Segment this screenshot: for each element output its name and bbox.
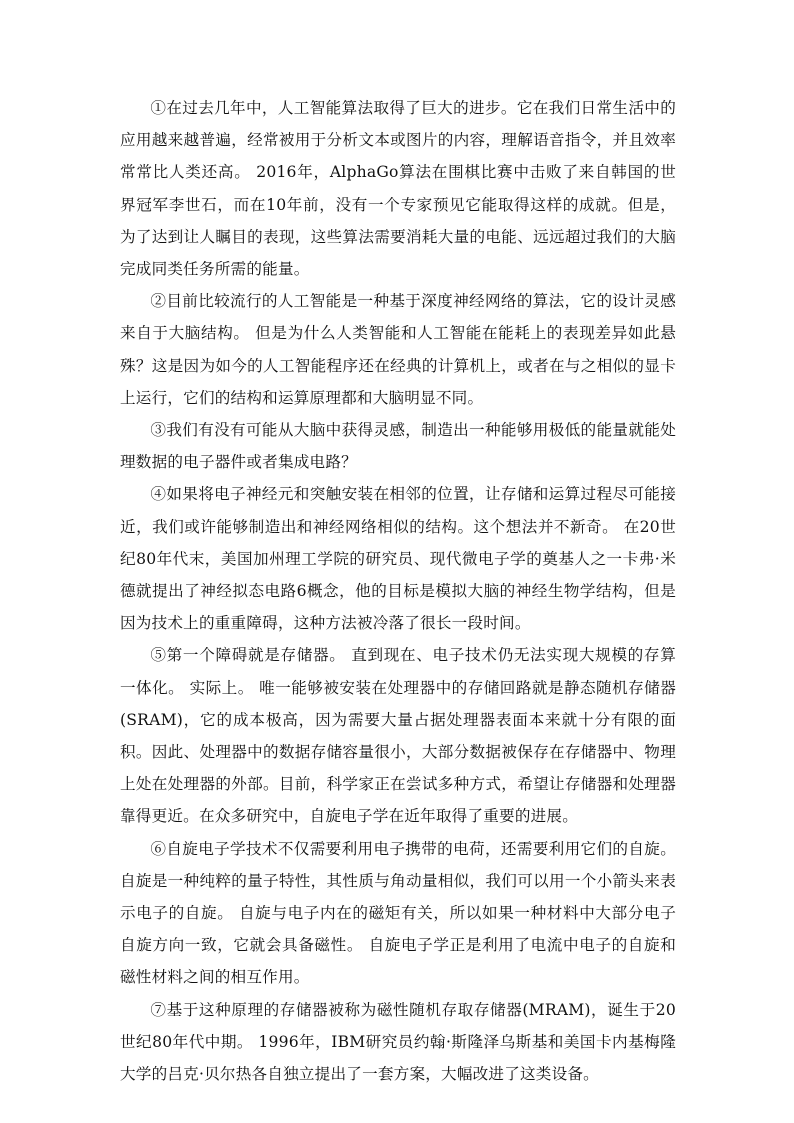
paragraph-5: ⑤第一个障碍就是存储器。 直到现在、电子技术仍无法实现大规模的存算一体化。 实际上。 唯一能够被安装在处理器中的存储回路就是静态随机存储器(SRAM)，它的成本极高，因为需要大量占据处理器表面本来就十分有限的面积。因此、处理器中的数据存储容量很小，大部分数据被保存在存储器中、物理上处在处理器的外部。目前，科学家正在尝试多种方式，希望让存储器和处理器靠得更近。在众多研究中，自旋电子学在近年取得了重要的进展。 xyxy=(120,646,676,826)
paragraph-4: ④如果将电子神经元和突触安装在相邻的位置，让存储和运算过程尽可能接近，我们或许能够制造出和神经网络相似的结构。这个想法并不新奇。 在20世纪80年代末，美国加州理工学院的研究员、现代微电子学的奠基人之一卡弗·米德就提出了神经拟态电路6概念，他的目标是模拟大脑的神经生物学结构，但是因为技术上的重重障碍，这种方法被冷落了很长一段时间。 xyxy=(120,485,676,633)
paragraph-6: ⑥自旋电子学技术不仅需要利用电子携带的电荷，还需要利用它们的自旋。自旋是一种纯粹的量子特性，其性质与角动量相似，我们可以用一个小箭头来表示电子的自旋。 自旋与电子内在的磁矩有关，所以如果一种材料中大部分电子自旋方向一致，它就会具备磁性。 自旋电子学正是利用了电流中电子的自旋和磁性材料之间的相互作用。 xyxy=(120,839,676,987)
paragraph-2: ②目前比较流行的人工智能是一种基于深度神经网络的算法，它的设计灵感来自于大脑结构。 但是为什么人类智能和人工智能在能耗上的表现差异如此悬殊？这是因为如今的人工智能程序还在经典的计算机上，或者在与之相似的显卡上运行，它们的结构和运算原理都和大脑明显不同。 xyxy=(120,292,676,407)
paragraph-3: ③我们有没有可能从大脑中获得灵感，制造出一种能够用极低的能量就能处理数据的电子器件或者集成电路？ xyxy=(120,421,676,472)
paragraph-7: ⑦基于这种原理的存储器被称为磁性随机存取存储器(MRAM)，诞生于20世纪80年代中期。 1996年，IBM研究员约翰·斯隆泽乌斯基和美国卡内基梅隆大学的吕克·贝尔热各自独立提出了一套方案，大幅改进了这类设备。 xyxy=(120,1000,676,1084)
article-body xyxy=(120,92,676,1090)
paragraph-1: ①在过去几年中，人工智能算法取得了巨大的进步。它在我们日常生活中的应用越来越普遍，经常被用于分析文本或图片的内容，理解语音指令，并且效率常常比人类还高。 2016年，AlphaGo算法在围棋比赛中击败了来自韩国的世界冠军李世石，而在10年前，没有一个专家预见它能取得这样的成就。但是，为了达到让人瞩目的表现，这些算法需要消耗大量的电能、远远超过我们的大脑完成同类任务所需的能量。 xyxy=(120,99,676,279)
